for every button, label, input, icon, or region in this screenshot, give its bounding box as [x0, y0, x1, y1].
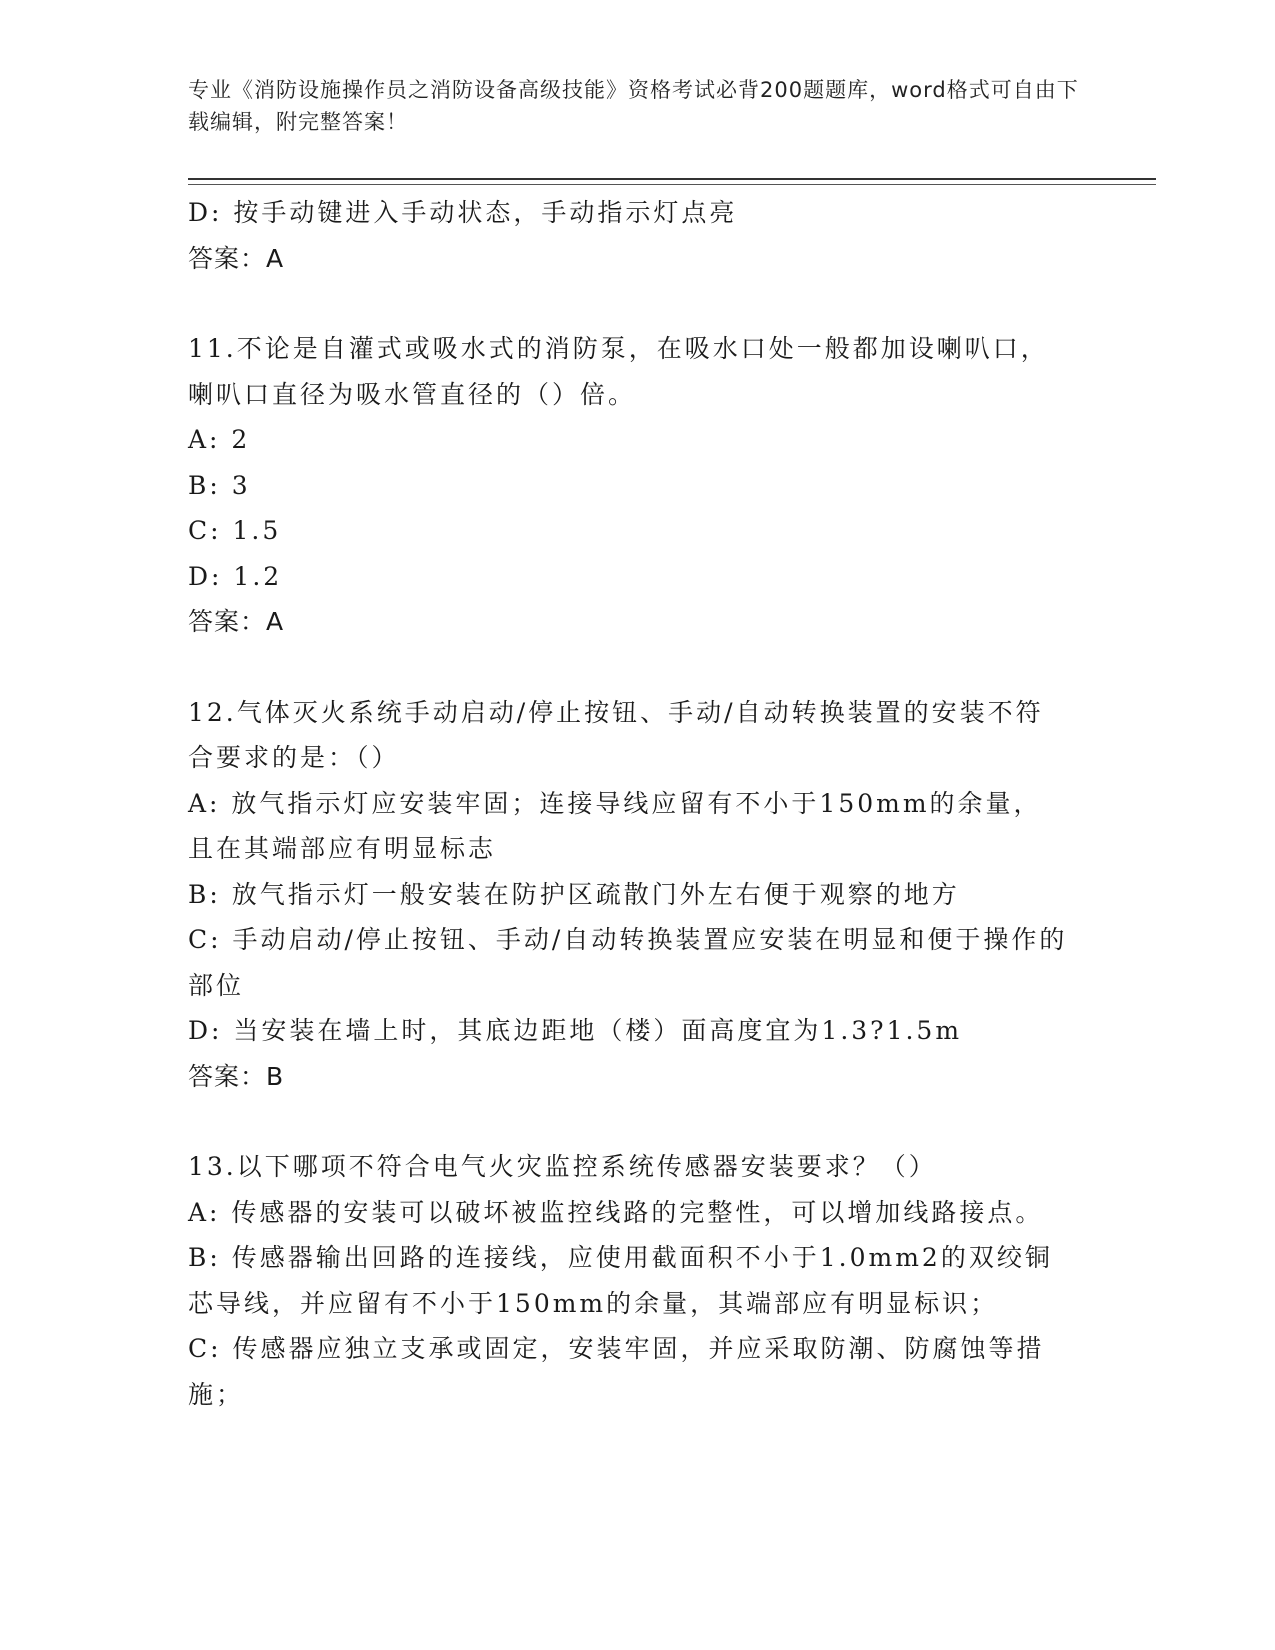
spacer	[188, 281, 1068, 326]
q12-option-d: D: 当安装在墙上时，其底边距地（楼）面高度宜为1.3?1.5m	[188, 1016, 963, 1045]
q12-option-a: A: 放气指示灯应安装牢固；连接导线应留有不小于150mm的余量，且在其端部应有明显标志	[188, 788, 1042, 863]
header-rule-thick	[188, 178, 1156, 180]
q11-option-a: A: 2	[188, 425, 251, 454]
q13-option-b: B: 传感器输出回路的连接线，应使用截面积不小于1.0mm2的双绞铜芯导线，并应留有不小于150mm的余量，其端部应有明显标识；	[188, 1243, 1053, 1318]
q13-option-a: A: 传感器的安装可以破坏被监控线路的完整性，可以增加线路接点。	[188, 1197, 1044, 1227]
page-header: 专业《消防设施操作员之消防设备高级技能》资格考试必背200题题库，word格式可自由下载编辑，附完整答案！	[188, 78, 1079, 134]
q11-option-c: C: 1.5	[188, 516, 282, 545]
q11-stem: 11.不论是自灌式或吸水式的消防泵，在吸水口处一般都加设喇叭口，喇叭口直径为吸水管直径的（）倍。	[188, 334, 1049, 409]
q13-option-c: C: 传感器应独立支承或固定，安装牢固，并应采取防潮、防腐蚀等措施；	[188, 1334, 1045, 1409]
q12-option-c: C: 手动启动/停止按钮、手动/自动转换装置应安装在明显和便于操作的部位	[188, 925, 1068, 1000]
q12-option-b: B: 放气指示灯一般安装在防护区疏散门外左右便于观察的地方	[188, 879, 960, 909]
q11-option-b: B: 3	[188, 470, 251, 500]
prev-option-d: D: 按手动键进入手动状态，手动指示灯点亮	[188, 198, 738, 227]
q12-stem: 12.气体灭火系统手动启动/停止按钮、手动/自动转换装置的安装不符合要求的是：（）	[188, 697, 1044, 772]
header-rule-thin	[188, 184, 1156, 185]
q11-option-d: D: 1.2	[188, 561, 283, 591]
spacer	[188, 1099, 1068, 1144]
spacer	[188, 645, 1068, 690]
q12-answer: 答案：B	[188, 1061, 285, 1091]
q11-answer: 答案：A	[188, 607, 285, 636]
question-content	[188, 190, 1068, 1417]
q13-stem: 13.以下哪项不符合电气火灾监控系统传感器安装要求？（）	[188, 1152, 937, 1181]
prev-answer: 答案：A	[188, 243, 285, 273]
